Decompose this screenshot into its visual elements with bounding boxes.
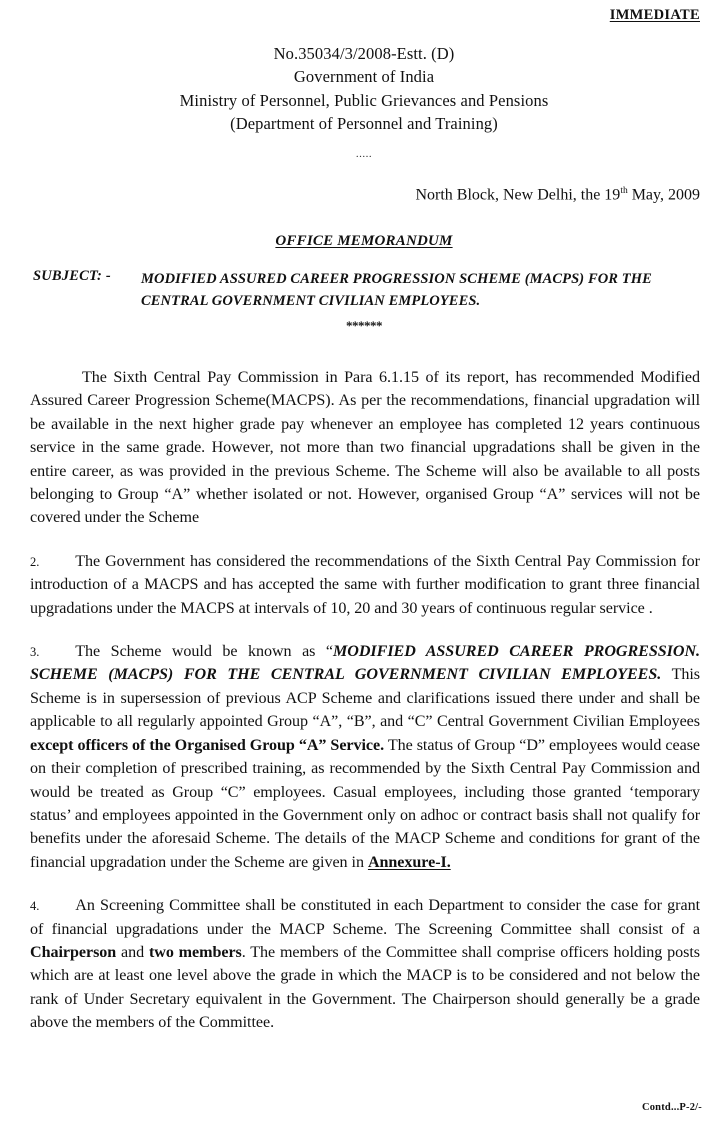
paragraph-3-segment-2: This Scheme is in supersession of previous ACP Scheme and clarifications issued there under and shall be applicable to all regularly appointed Group “A”, “B”, and “C” Central Government Civilian Employees: [30, 666, 700, 731]
paragraph-2-text: The Government has considered the recommendations of the Sixth Central Pay Commission for introduction of a MACPS and has accepted the same with further modification to grant three financial upgradations under the MACPS at intervals of 10, 20 and 30 years of continuous regular service .: [30, 552, 700, 617]
priority-marking-row: [610, 6, 700, 24]
issuing-authority-line-2: Ministry of Personnel, Public Grievances and Pensions: [179, 90, 549, 110]
paragraph-3-number: 3.: [30, 645, 40, 660]
paragraph-4-number: 4.: [30, 899, 40, 914]
subject-text: [141, 268, 652, 312]
subject-line-1: MODIFIED ASSURED CAREER PROGRESSION SCHEME (MACPS) FOR THE: [141, 271, 652, 287]
paragraph-3: [30, 640, 700, 874]
paragraph-2-number: 2.: [30, 554, 40, 569]
annexure-reference: Annexure-I.: [367, 853, 451, 871]
dateline-ordinal-suffix: th: [620, 186, 628, 196]
paragraph-1: [30, 366, 700, 530]
paragraph-3-segment-3: The status of Group “D” employees would cease on their completion of prescribed training, as recommended by the Sixth Central Pay Commission and would be treated as Group “C” employees. Casual employees, including those granted ‘temporary status’ and employees appointed in the Government only on adhoc or contract basis shall not qualify for benefits under the aforesaid Scheme. The details of the MACP Scheme and conditions for grant of the financial upgradation under the Scheme are given in: [30, 736, 701, 871]
chairperson-emphasis: Chairperson: [30, 943, 117, 961]
paragraph-4-segment-1: An Screening Committee shall be constituted in each Department to consider the case for grant of financial upgradations under the MACP Scheme. The Screening Committee shall consist of a: [30, 897, 700, 938]
issuing-authority-line-1: Government of India: [293, 67, 435, 87]
document-body: [30, 366, 700, 1035]
priority-marking: IMMEDIATE: [609, 7, 700, 23]
subject-line-2: CENTRAL GOVERNMENT CIVILIAN EMPLOYEES.: [141, 293, 481, 310]
continuation-note: Contd...P-2/-: [641, 1102, 702, 1113]
dateline-month-year: May, 2009: [627, 186, 700, 204]
dateline-place: North Block, New Delhi, the 19: [415, 186, 621, 204]
subject-block: [33, 268, 700, 312]
paragraph-1-text: The Sixth Central Pay Commission in Para 6.1.15 of its report, has recommended Modified Assured Career Progression Scheme(MACPS). As per the recommendations, financial upgradation will be available in the next higher grade pay whenever an employee has completed 12 years continuous service in the same grade. However, not more than two financial upgradations shall be given in the entire career, as was provided in the previous Scheme. The Scheme will also be available to all posts belonging to Group “A” whether isolated or not. However, organised Group “A” services will not be covered under the Scheme: [30, 369, 700, 527]
dot-separator: .....: [355, 148, 373, 160]
dateline: [415, 186, 700, 204]
paragraph-2: [30, 550, 700, 620]
letterhead: [0, 42, 728, 136]
star-separator: ******: [346, 318, 382, 333]
memo-title-row: [0, 232, 728, 250]
reference-number: No.35034/3/2008-Estt. (D): [273, 44, 455, 63]
paragraph-3-segment-1: The Scheme would be known as “: [75, 643, 334, 661]
subject-label: SUBJECT: -: [33, 268, 111, 284]
memo-title: OFFICE MEMORANDUM: [275, 233, 453, 249]
paragraph-4-segment-3: . The members of the Committee shall comprise officers holding posts which are at least one level above the grade in which the MACP is to be considered and not below the rank of Under Secretary equivalent in the Government. The Chairperson should generally be a grade above the members of the Committee.: [30, 943, 700, 1032]
paragraph-4-segment-2: and: [116, 943, 149, 961]
issuing-authority-line-3: (Department of Personnel and Training): [230, 114, 498, 134]
scheme-name-emphasis: MODIFIED ASSURED CAREER PROGRESSION. SCHEME (MACPS) FOR THE CENTRAL GOVERNMENT CIVILIAN EMPLOYEES.: [30, 643, 700, 684]
paragraph-4: [30, 894, 700, 1034]
two-members-emphasis: two members: [148, 943, 242, 961]
exception-clause-emphasis: except officers of the Organised Group “A” Service.: [30, 736, 385, 754]
